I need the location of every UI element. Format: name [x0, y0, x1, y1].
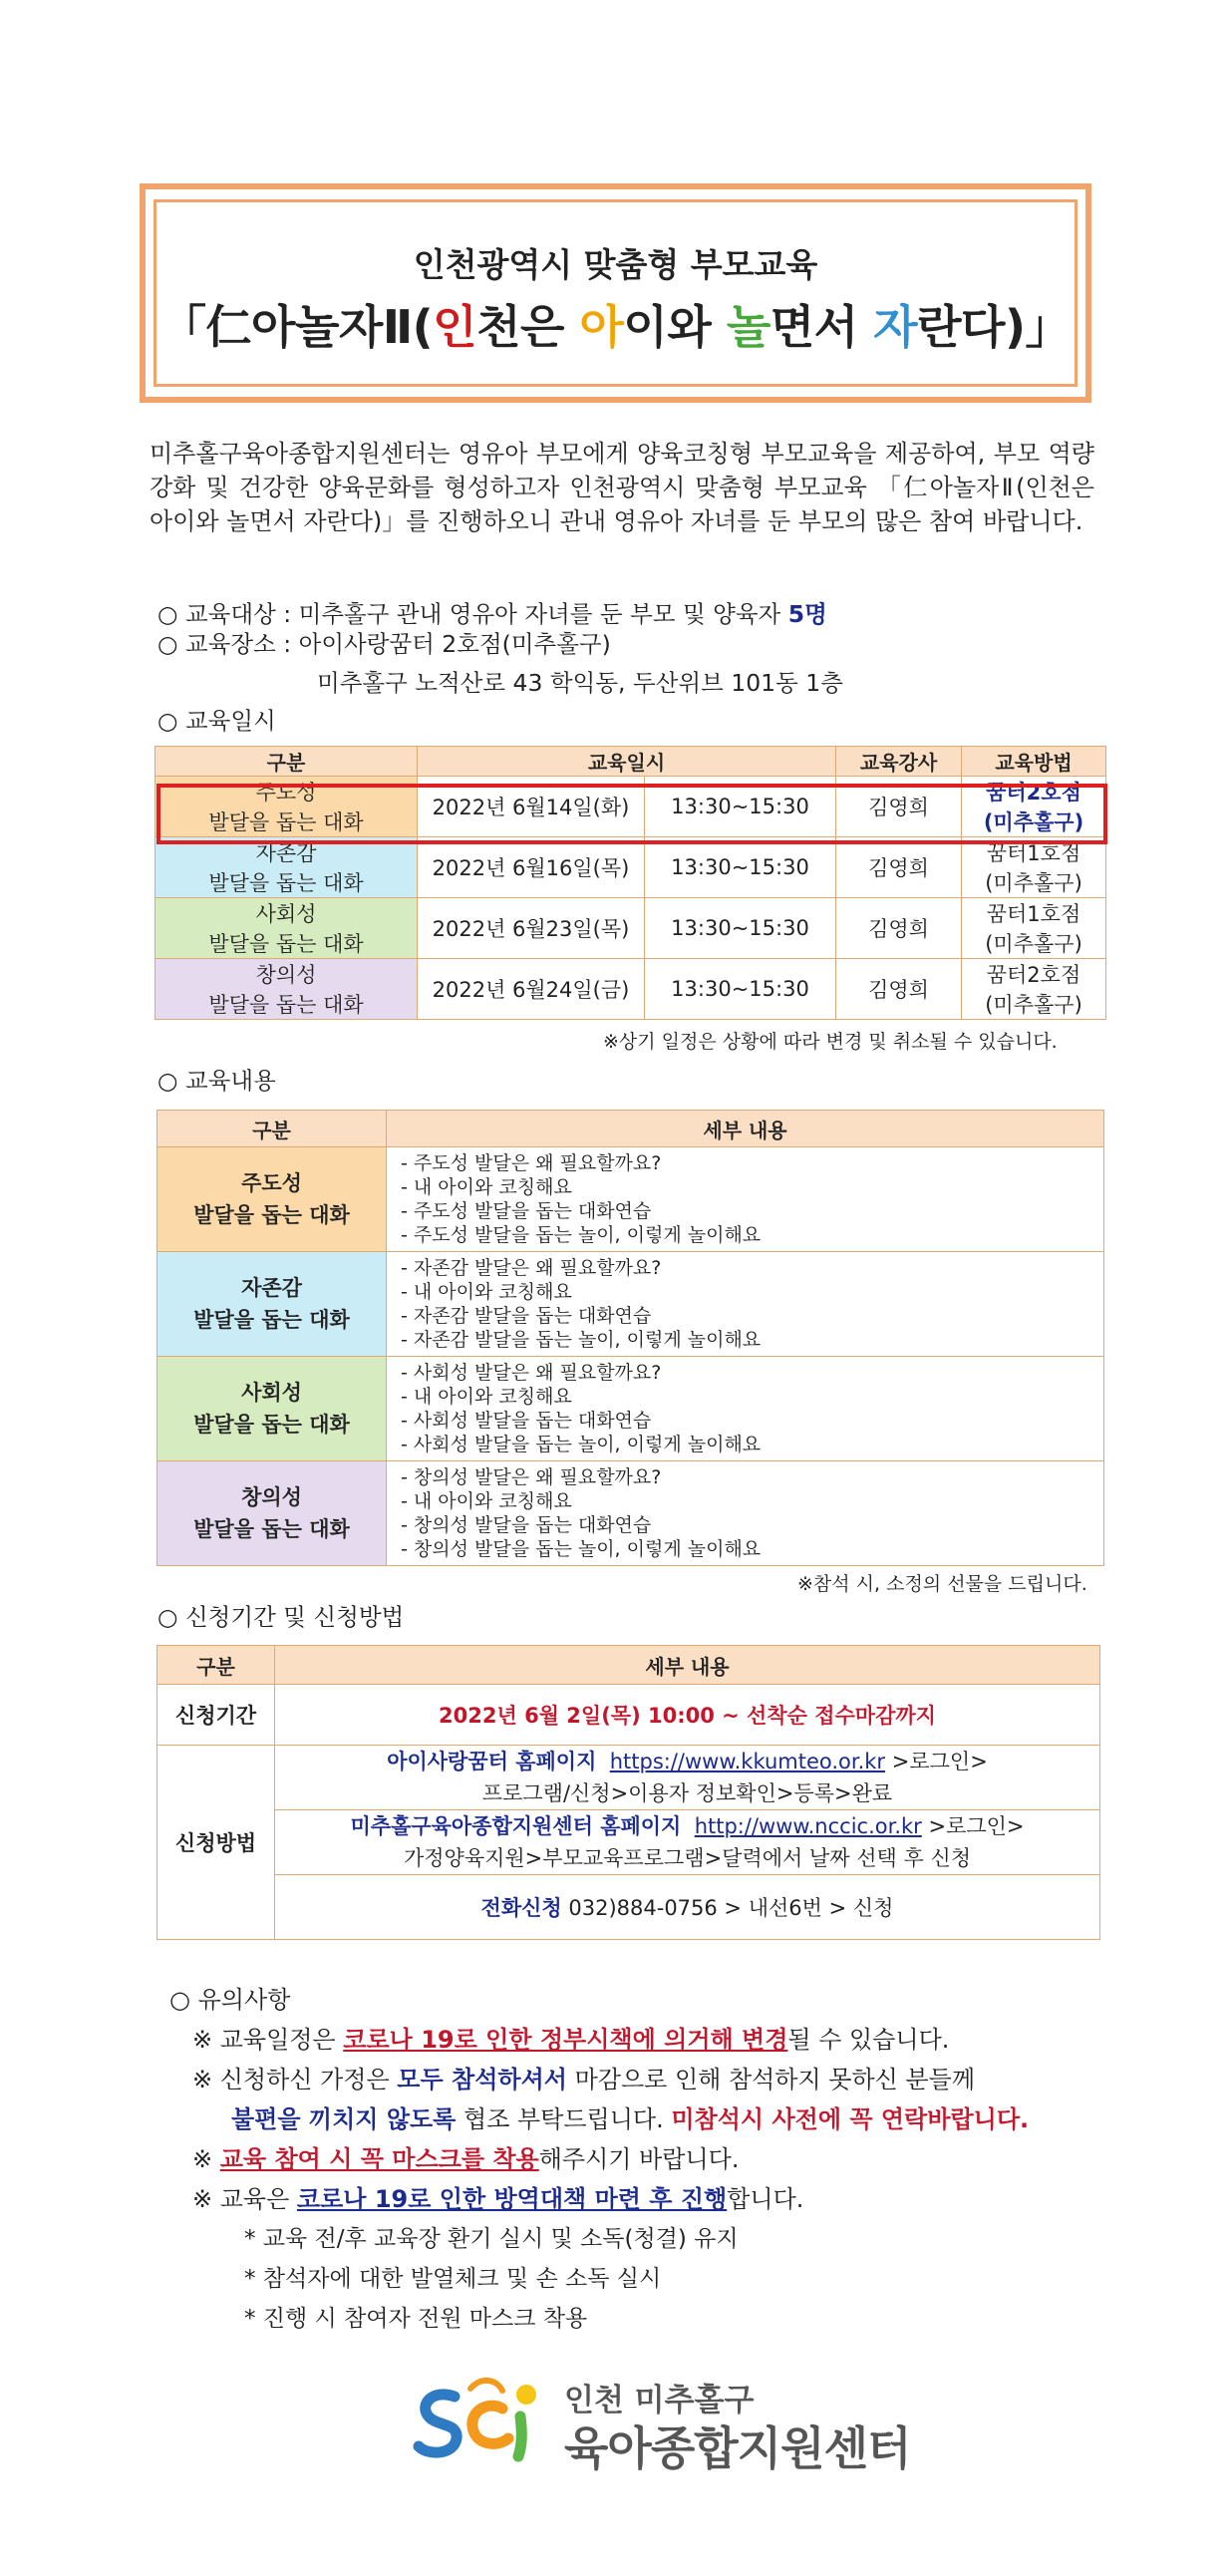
schedule-header-method: 교육방법 [962, 747, 1106, 777]
schedule-header-cat: 구분 [155, 747, 418, 777]
schedule-cat: 자존감 발달을 돕는 대화 [155, 837, 418, 898]
content-cat: 자존감 발달을 돕는 대화 [157, 1252, 387, 1357]
content-detail: - 주도성 발달은 왜 필요할까요? - 내 아이와 코칭해요 - 주도성 발달을 돕는 대화연습 - 주도성 발달을 돕는 놀이, 이렇게 놀이해요 [387, 1147, 1104, 1252]
schedule-teacher: 김영희 [836, 898, 962, 959]
schedule-time: 13:30~15:30 [645, 777, 836, 837]
content-detail: - 사회성 발달은 왜 필요할까요? - 내 아이와 코칭해요 - 사회성 발달을 돕는 대화연습 - 사회성 발달을 돕는 놀이, 이렇게 놀이해요 [387, 1357, 1104, 1461]
apply-period-label: 신청기간 [157, 1685, 275, 1746]
schedule-row [155, 959, 1106, 1020]
content-header-row [157, 1111, 1104, 1147]
schedule-header-teacher: 교육강사 [836, 747, 962, 777]
cautions-heading: ○ 유의사항 [169, 1986, 291, 2014]
apply-web2: 미추홀구육아종합지원센터 홈페이지 http://www.nccic.or.kr >로그인> 가정양육지원>부모교육프로그램>달력에서 날짜 선택 후 신청 [275, 1810, 1100, 1875]
schedule-date: 2022년 6월16일(목) [418, 837, 645, 898]
apply-header-row [157, 1646, 1100, 1685]
caution-1: ※ 교육일정은 코로나 19로 인한 정부시책에 의거해 변경될 수 있습니다. [192, 2026, 950, 2054]
content-row [157, 1461, 1104, 1566]
schedule-method: 꿈터1호점 (미추홀구) [962, 837, 1106, 898]
schedule-time: 13:30~15:30 [645, 837, 836, 898]
intro-paragraph: 미추홀구육아종합지원센터는 영유아 부모에게 양육코칭형 부모교육을 제공하여, 부모 역량 강화 및 건강한 양육문화를 형성하고자 인천광역시 맞춤형 부모교육 「仁아놀자Ⅱ(인천은 아이와 놀면서 자란다)」를 진행하오니 관내 영유아 자녀를 둔 부모의 많은 참여 바랍니다. [150, 440, 1094, 535]
apply-table [156, 1645, 1100, 1940]
schedule-method: 꿈터1호점 (미추홀구) [962, 898, 1106, 959]
apply-period-value: 2022년 6월 2일(목) 10:00 ~ 선착순 접수마감까지 [275, 1685, 1100, 1746]
info-target: ○ 교육대상 : 미추홀구 관내 영유아 자녀를 둔 부모 및 양육자 5명 [157, 600, 827, 628]
apply-method-row [157, 1746, 1100, 1810]
web2-link[interactable]: http://www.nccic.or.kr [694, 1814, 922, 1838]
apply-period-row [157, 1685, 1100, 1746]
schedule-cat: 사회성 발달을 돕는 대화 [155, 898, 418, 959]
schedule-heading: ○ 교육일시 [157, 707, 276, 735]
content-row [157, 1252, 1104, 1357]
content-detail: - 자존감 발달은 왜 필요할까요? - 내 아이와 코칭해요 - 자존감 발달을 돕는 대화연습 - 자존감 발달을 돕는 놀이, 이렇게 놀이해요 [387, 1252, 1104, 1357]
apply-heading: ○ 신청기간 및 신청방법 [157, 1603, 405, 1631]
schedule-row [155, 898, 1106, 959]
center-logo-icon [411, 2371, 560, 2466]
content-heading: ○ 교육내용 [157, 1067, 276, 1095]
highlight-box [156, 784, 1107, 844]
schedule-header-row [155, 747, 1106, 777]
info-place: ○ 교육장소 : 아이사랑꿈터 2호점(미추홀구) [157, 630, 611, 658]
schedule-time: 13:30~15:30 [645, 959, 836, 1020]
content-cat: 주도성 발달을 돕는 대화 [157, 1147, 387, 1252]
schedule-date: 2022년 6월24일(금) [418, 959, 645, 1020]
caution-2: ※ 신청하신 가정은 모두 참석하셔서 마감으로 인해 참석하지 못하신 분들께 [192, 2066, 976, 2093]
schedule-date: 2022년 6월23일(목) [418, 898, 645, 959]
caution-4: ※ 교육은 코로나 19로 인한 방역대책 마련 후 진행합니다. [192, 2185, 804, 2213]
schedule-date: 2022년 6월14일(화) [418, 777, 645, 837]
schedule-cat: 창의성 발달을 돕는 대화 [155, 959, 418, 1020]
schedule-method: 꿈터2호점 (미추홀구) [962, 959, 1106, 1020]
content-header-cat: 구분 [157, 1111, 387, 1147]
caution-sub-item: * 참석자에 대한 발열체크 및 손 소독 실시 [244, 2266, 662, 2292]
caution-3: ※ 교육 참여 시 꼭 마스크를 착용해주시기 바랍니다. [192, 2145, 740, 2173]
title-line2: 「仁아놀자Ⅱ(인천은 아이와 놀면서 자란다)」 [160, 300, 1071, 354]
logo-text-line2: 육아종합지원센터 [564, 2421, 911, 2475]
caution-sub-item: * 교육 전/후 교육장 환기 실시 및 소독(청결) 유지 [244, 2226, 739, 2252]
content-row [157, 1147, 1104, 1252]
schedule-teacher: 김영희 [836, 777, 962, 837]
schedule-time: 13:30~15:30 [645, 898, 836, 959]
web1-link[interactable]: https://www.kkumteo.or.kr [609, 1750, 886, 1773]
apply-web1: 아이사랑꿈터 홈페이지 https://www.kkumteo.or.kr >로그인> 프로그램/신청>이용자 정보확인>등록>완료 [275, 1746, 1100, 1810]
info-address: 미추홀구 노적산로 43 학익동, 두산위브 101동 1층 [317, 669, 843, 697]
schedule-teacher: 김영희 [836, 959, 962, 1020]
caution-2b: 불편을 끼치지 않도록 협조 부탁드립니다. 미참석시 사전에 꼭 연락바랍니다. [231, 2105, 1030, 2133]
schedule-header-date: 교육일시 [418, 747, 836, 777]
phone-value: 032)884-0756 > 내선6번 > 신청 [561, 1896, 894, 1920]
schedule-row [155, 837, 1106, 898]
content-row [157, 1357, 1104, 1461]
apply-method-label: 신청방법 [157, 1746, 275, 1940]
schedule-cat: 주도성 발달을 돕는 대화 [155, 777, 418, 837]
content-cat: 창의성 발달을 돕는 대화 [157, 1461, 387, 1566]
web1-name: 아이사랑꿈터 홈페이지 [387, 1750, 597, 1773]
content-header-detail: 세부 내용 [387, 1111, 1104, 1147]
schedule-note: ※상기 일정은 상황에 따라 변경 및 취소될 수 있습니다. [603, 1031, 1058, 1053]
web2-name: 미추홀구육아종합지원센터 홈페이지 [350, 1814, 682, 1838]
content-cat: 사회성 발달을 돕는 대화 [157, 1357, 387, 1461]
content-table [156, 1110, 1104, 1566]
title-line1: 인천광역시 맞춤형 부모교육 [413, 245, 818, 284]
schedule-method: 꿈터2호점 (미추홀구) [962, 777, 1106, 837]
content-detail: - 창의성 발달은 왜 필요할까요? - 내 아이와 코칭해요 - 창의성 발달을 돕는 대화연습 - 창의성 발달을 돕는 놀이, 이렇게 놀이해요 [387, 1461, 1104, 1566]
apply-method-row [157, 1875, 1100, 1940]
caution-sub-item: * 진행 시 참여자 전원 마스크 착용 [244, 2306, 588, 2332]
schedule-teacher: 김영희 [836, 837, 962, 898]
apply-phone [275, 1875, 1100, 1940]
apply-header-detail: 세부 내용 [275, 1646, 1100, 1685]
logo-text-line1: 인천 미추홀구 [564, 2383, 755, 2418]
content-note: ※참석 시, 소정의 선물을 드립니다. [797, 1573, 1087, 1595]
apply-method-row [157, 1810, 1100, 1875]
apply-header-cat: 구분 [157, 1646, 275, 1685]
phone-label: 전화신청 [480, 1896, 562, 1920]
